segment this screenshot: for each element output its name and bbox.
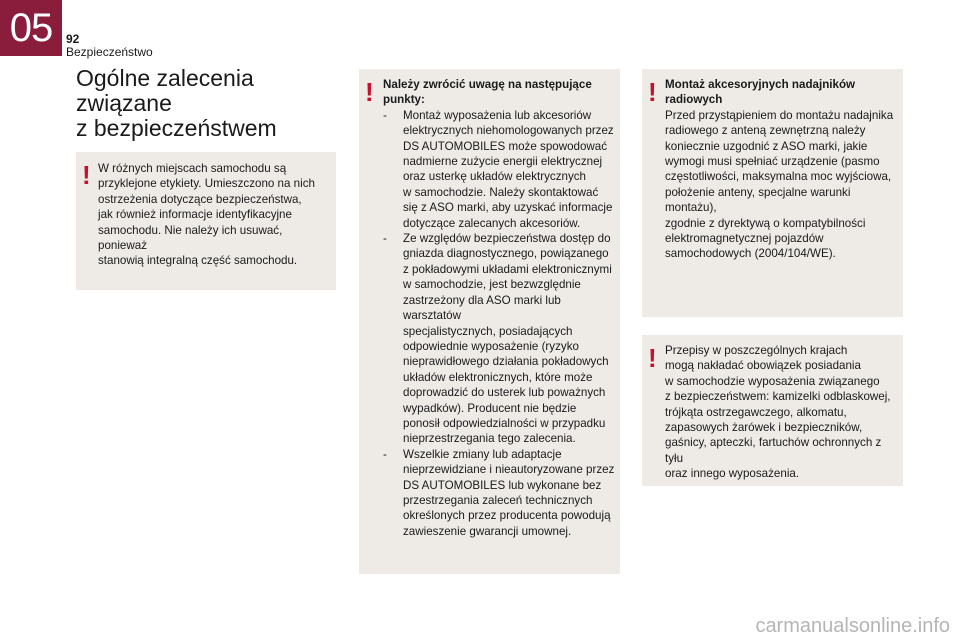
warning-exclamation-icon: !	[82, 160, 91, 190]
bullet-line: przestrzegania zaleceń technicznych	[403, 493, 593, 507]
bullet-item	[383, 108, 617, 231]
panel-line: trójkąta ostrzegawczego, alkomatu,	[665, 405, 847, 419]
panel-line: radiowego z anteną zewnętrzną należy	[665, 124, 866, 138]
panel-body	[383, 77, 617, 539]
panel-line: Przed przystąpieniem do montażu nadajnika	[665, 108, 894, 122]
bullet-line: DS AUTOMOBILES może spowodować	[403, 139, 608, 153]
warning-panel-labels	[76, 152, 336, 290]
bullet-line: w samochodzie, jest bezwzględnie	[403, 278, 581, 292]
panel-line: położenie anteny, specjalne warunki montażu),	[665, 185, 851, 215]
bullet-line: nieprawidłowego działania pokładowych	[403, 355, 609, 369]
bullet-line: Wszelkie zmiany lub adaptacje	[403, 447, 562, 461]
panel-line: W różnych miejscach samochodu są	[98, 162, 287, 175]
warning-exclamation-icon: !	[648, 343, 657, 373]
bullet-line: ponosił odpowiedzialności w przypadku	[403, 416, 606, 430]
warning-panel-radio-transmitters	[642, 69, 903, 317]
panel-line: częstotliwości, maksymalna moc wyjściowa,	[665, 170, 892, 184]
watermark: carmanualsonline.info	[755, 615, 950, 637]
page-number: 92	[66, 32, 80, 46]
panel-body	[98, 161, 334, 269]
bullet-line: wypadków). Producent nie będzie	[403, 401, 577, 415]
bullet-line: się z ASO marki, aby uzyskać informacje	[403, 201, 613, 215]
panel-line: wymogi musi spełniać urządzenie (pasmo	[665, 155, 880, 169]
bullet-line: gniazda diagnostycznego, powiązanego	[403, 247, 609, 261]
bullet-text	[403, 231, 617, 447]
bullet-line: odpowiednie wyposażenie (ryzyko	[403, 339, 579, 353]
panel-line: mogą nakładać obowiązek posiadania	[665, 359, 861, 373]
warning-panel-mandatory-equipment	[642, 335, 903, 486]
panel-line: oraz innego wyposażenia.	[665, 467, 800, 481]
panel-body	[665, 343, 901, 482]
bullet-line: nieprzewidziane i nieautoryzowane przez	[403, 463, 615, 477]
bullet-line: zawieszenie gwarancji umownej.	[403, 524, 572, 538]
panel-heading-line: punkty:	[383, 93, 425, 107]
bullet-line: z pokładowymi układami elektronicznymi	[403, 262, 612, 276]
panel-line: elektromagnetycznej pojazdów	[665, 232, 824, 246]
panel-line: Przepisy w poszczególnych krajach	[665, 344, 848, 357]
bullet-line: w samochodzie. Należy skontaktować	[403, 185, 599, 199]
panel-heading-line: Montaż akcesoryjnych nadajników	[665, 78, 856, 91]
bullet-line: zastrzeżony dla ASO marki lub warsztatów	[403, 293, 561, 323]
bullet-text	[403, 447, 617, 539]
panel-line: zapasowych żarówek i bezpieczników,	[665, 421, 863, 435]
bullet-line: DS AUTOMOBILES lub wykonane bez	[403, 478, 602, 492]
bullet-line: układów elektronicznych, które może	[403, 370, 593, 384]
bullet-dash: -	[383, 108, 387, 122]
panel-line: samochodowych (2004/104/WE).	[665, 247, 836, 261]
panel-line: zgodnie z dyrektywą o kompatybilności	[665, 216, 866, 230]
bullet-line: nadmierne zużycie energii elektrycznej	[403, 155, 603, 169]
warning-exclamation-icon: !	[648, 77, 657, 107]
panel-line: przyklejone etykiety. Umieszczono na nich	[98, 177, 315, 191]
page-title-line: z bezpieczeństwem	[76, 115, 277, 141]
chapter-number-tab: 05	[0, 0, 62, 56]
bullet-line: oraz usterkę układów elektrycznych	[403, 170, 587, 184]
panel-heading-line: Należy zwrócić uwagę na następujące	[383, 78, 592, 91]
panel-line: stanowią integralną część samochodu.	[98, 254, 298, 268]
bullet-item	[383, 447, 617, 539]
panel-heading	[383, 77, 617, 108]
panel-line: gaśnicy, apteczki, fartuchów ochronnych z tyłu	[665, 436, 882, 465]
bullet-line: elektrycznych niehomologowanych przez	[403, 124, 614, 138]
bullet-line: Ze względów bezpieczeństwa dostęp do	[403, 232, 611, 246]
panel-body	[665, 77, 901, 262]
bullet-line: doprowadzić do usterek lub poważnych	[403, 386, 606, 400]
section-name: Bezpieczeństwo	[66, 45, 153, 59]
panel-line: koniecznie uzgodnić z ASO marki, jakie	[665, 139, 868, 153]
panel-line: w samochodzie wyposażenia związanego	[665, 374, 880, 388]
bullet-item	[383, 231, 617, 447]
page-title-line: związane	[76, 90, 172, 116]
page-title-line: Ogólne zalecenia	[76, 65, 254, 91]
panel-heading-line: radiowych	[665, 93, 723, 107]
bullet-line: dotyczące zalecanych akcesoriów.	[403, 216, 581, 230]
page-title	[76, 66, 346, 141]
bullet-line: określonych przez producenta powodują	[403, 509, 611, 523]
bullet-line: nieprzestrzegania tego zalecenia.	[403, 432, 576, 446]
panel-line: ostrzeżenia dotyczące bezpieczeństwa,	[98, 192, 302, 206]
bullet-dash: -	[383, 232, 387, 246]
bullet-text	[403, 108, 617, 231]
warning-panel-key-points	[359, 69, 620, 574]
panel-line: samochodu. Nie należy ich usuwać, ponieważ	[98, 223, 283, 253]
panel-line: z bezpieczeństwem: kamizelki odblaskowej,	[665, 390, 891, 404]
bullet-dash: -	[383, 447, 387, 461]
panel-line: jak również informacje identyfikacyjne	[98, 208, 292, 222]
panel-heading	[665, 77, 901, 108]
bullet-line: specjalistycznych, posiadających	[403, 324, 573, 338]
bullet-line: Montaż wyposażenia lub akcesoriów	[403, 108, 592, 122]
warning-exclamation-icon: !	[365, 77, 374, 107]
